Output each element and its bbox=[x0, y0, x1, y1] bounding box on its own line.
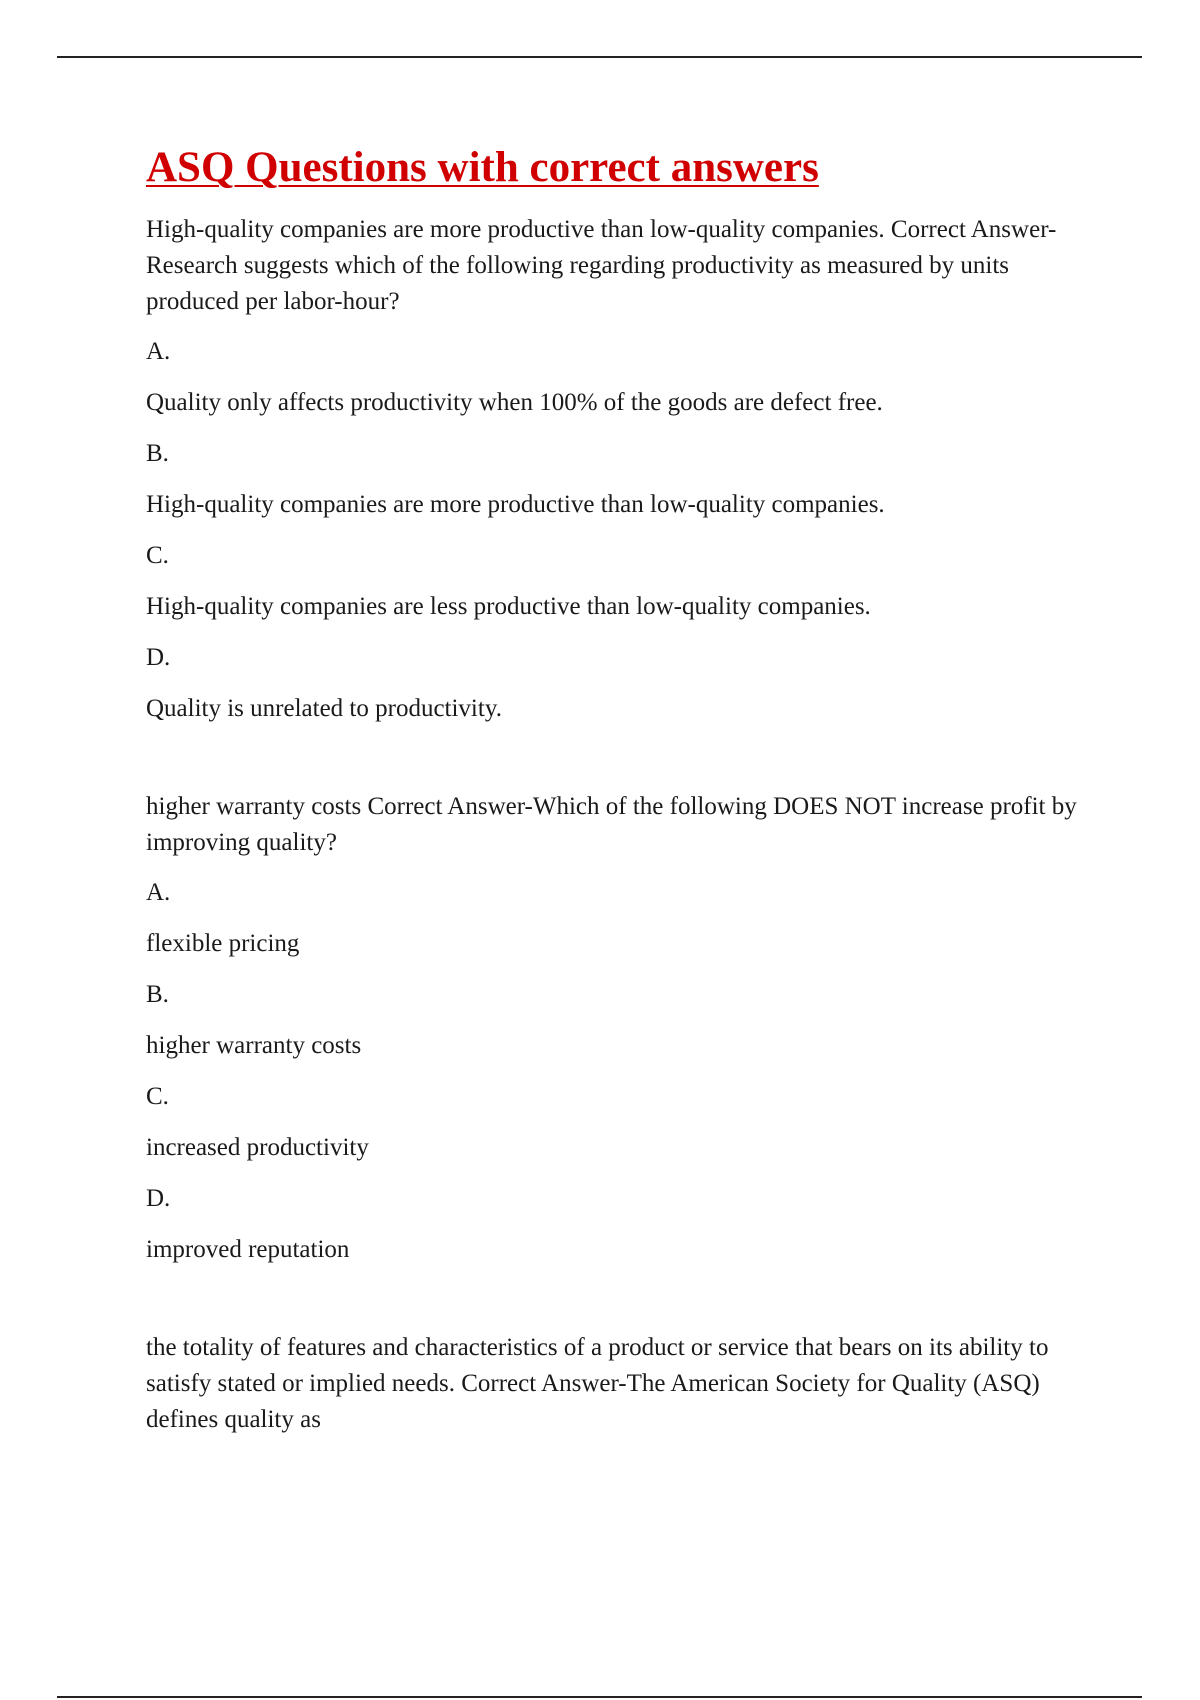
document-body bbox=[146, 142, 1086, 1500]
option-letter: C. bbox=[146, 541, 169, 569]
option-letter: D. bbox=[146, 643, 171, 671]
question-prompt: High-quality companies are more productive than low-quality companies. Correct Answer-Research suggests which of the following regarding productivity as measured by units produced per labor-hour? bbox=[146, 215, 1057, 315]
option-text: High-quality companies are less productive than low-quality companies. bbox=[146, 592, 871, 620]
option-text: increased productivity bbox=[146, 1133, 369, 1161]
question-1 bbox=[146, 212, 1086, 727]
option-text: flexible pricing bbox=[146, 929, 300, 957]
document-title: ASQ Questions with correct answers bbox=[146, 144, 819, 191]
option-text: higher warranty costs bbox=[146, 1031, 362, 1059]
option-letter: B. bbox=[146, 980, 169, 1008]
header-rule bbox=[57, 56, 1142, 58]
question-3 bbox=[146, 1330, 1086, 1438]
question-prompt: higher warranty costs Correct Answer-Which of the following DOES NOT increase profit by improving quality? bbox=[146, 792, 1077, 856]
question-prompt: the totality of features and characteristics of a product or service that bears on its ability to satisfy stated or implied needs. Correct Answer-The American Society for Quality (ASQ) defines quality as bbox=[146, 1333, 1049, 1433]
option-letter: A. bbox=[146, 337, 171, 365]
option-text: Quality only affects productivity when 100% of the goods are defect free. bbox=[146, 388, 883, 416]
option-letter: B. bbox=[146, 439, 169, 467]
question-2 bbox=[146, 789, 1086, 1268]
option-text: improved reputation bbox=[146, 1235, 350, 1263]
option-letter: C. bbox=[146, 1082, 169, 1110]
option-text: Quality is unrelated to productivity. bbox=[146, 694, 502, 722]
footer-rule bbox=[57, 1696, 1142, 1698]
option-letter: A. bbox=[146, 878, 171, 906]
option-text: High-quality companies are more productive than low-quality companies. bbox=[146, 490, 885, 518]
option-letter: D. bbox=[146, 1184, 171, 1212]
